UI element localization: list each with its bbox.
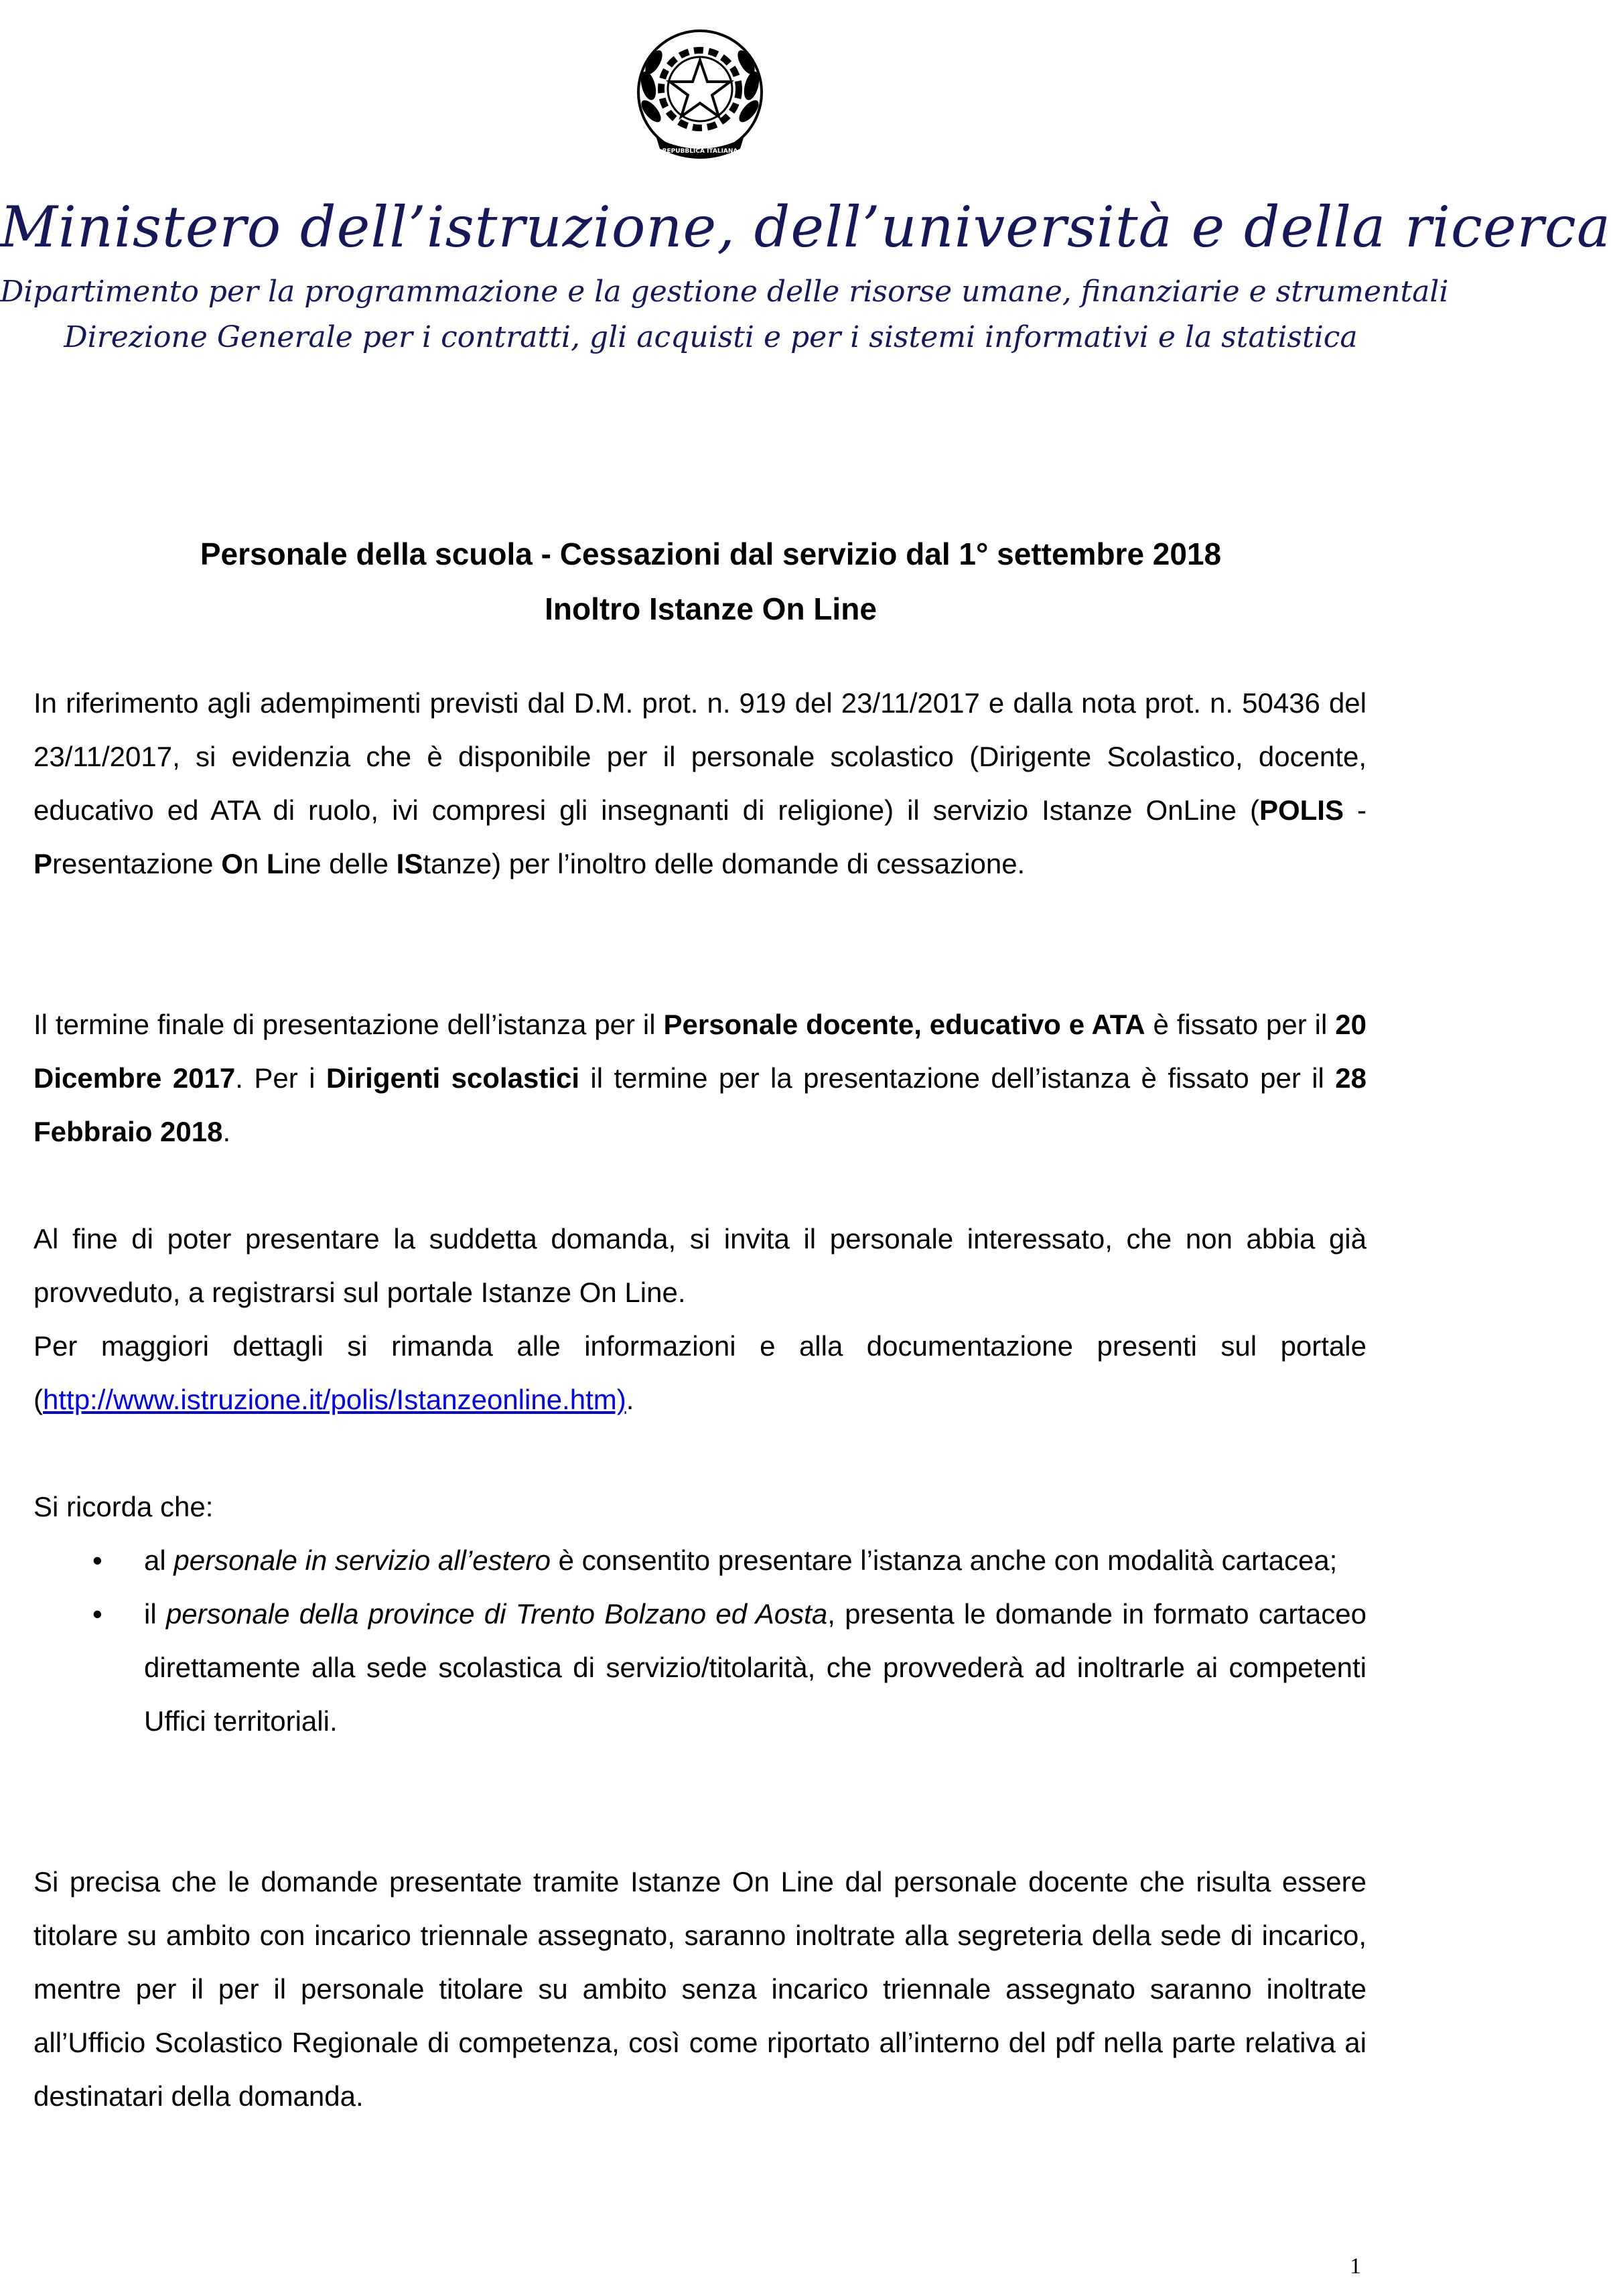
directorate-subtitle: Direzione Generale per i contratti, gli acquisti e per i sistemi informativi e la statistica [64, 320, 1358, 354]
paragraph-deadlines: Il termine finale di presentazione dell’istanza per il Personale docente, educativo e ATA è fissato per il 20 Dicembre 2017. Per i Dirigenti scolastici il termine per la presentazione dell’istanza è fissato per il 28 Febbraio 2018. [33, 1009, 1367, 1147]
page-number: 1 [1350, 2254, 1361, 2279]
bullet-icon: • [92, 1545, 102, 1576]
paragraph-registration: Al fine di poter presentare la suddetta domanda, si invita il personale interessato, che non abbia già provveduto, a registrarsi sul portale Istanze On Line. Per maggiori dettagli si rimanda alle informazioni e alla documentazione presenti sul portale (http://www.istruzione.it/polis/Istanzeonline.htm). [33, 1223, 1367, 1415]
svg-text:REPUBBLICA ITALIANA: REPUBBLICA ITALIANA [662, 148, 738, 155]
reminder-list [33, 1534, 1367, 1748]
list-item: • al personale in servizio all’estero è consentito presentare l’istanza anche con modalità cartacea; [33, 1534, 1367, 1587]
paragraph-intro: In riferimento agli adempimenti previsti dal D.M. prot. n. 919 del 23/11/2017 e dalla nota prot. n. 50436 del 23/11/2017, si evidenzia che è disponibile per il personale scolastico (Dirigente Scolastico, docente, educativo ed ATA di ruolo, ivi compresi gli insegnanti di religione) il servizio Istanze OnLine (POLIS - Presentazione On Line delle IStanze) per l’inoltro delle domande di cessazione. [33, 687, 1367, 879]
bullet-icon: • [92, 1598, 102, 1630]
document-title: Personale della scuola - Cessazioni dal servizio dal 1° settembre 2018 [200, 536, 1222, 571]
document-subtitle: Inoltro Istanze On Line [545, 591, 877, 626]
reminder-intro: Si ricorda che: [33, 1491, 214, 1522]
ministry-title: Ministero dell’istruzione, dell’università e della ricerca [0, 194, 1611, 260]
polis-portal-link[interactable]: http://www.istruzione.it/polis/Istanzeonline.htm) [43, 1384, 626, 1415]
department-subtitle: Dipartimento per la programmazione e la gestione delle risorse umane, finanziarie e strumentali [0, 275, 1449, 309]
paragraph-routing: Si precisa che le domande presentate tramite Istanze On Line dal personale docente che risulta essere titolare su ambito con incarico triennale assegnato, saranno inoltrate alla segreteria della sede di incarico, mentre per il per il personale titolare su ambito senza incarico triennale assegnato saranno inoltrate all’Ufficio Scolastico Regionale di competenza, così come riportato all’interno del pdf nella parte relativa ai destinatari della domanda. [33, 1866, 1367, 2112]
italian-republic-emblem-icon [630, 25, 770, 166]
list-item: • il personale della province di Trento Bolzano ed Aosta, presenta le domande in formato cartaceo direttamente alla sede scolastica di servizio/titolarità, che provvederà ad inoltrarle ai competenti Uffici territoriali. [33, 1587, 1367, 1748]
